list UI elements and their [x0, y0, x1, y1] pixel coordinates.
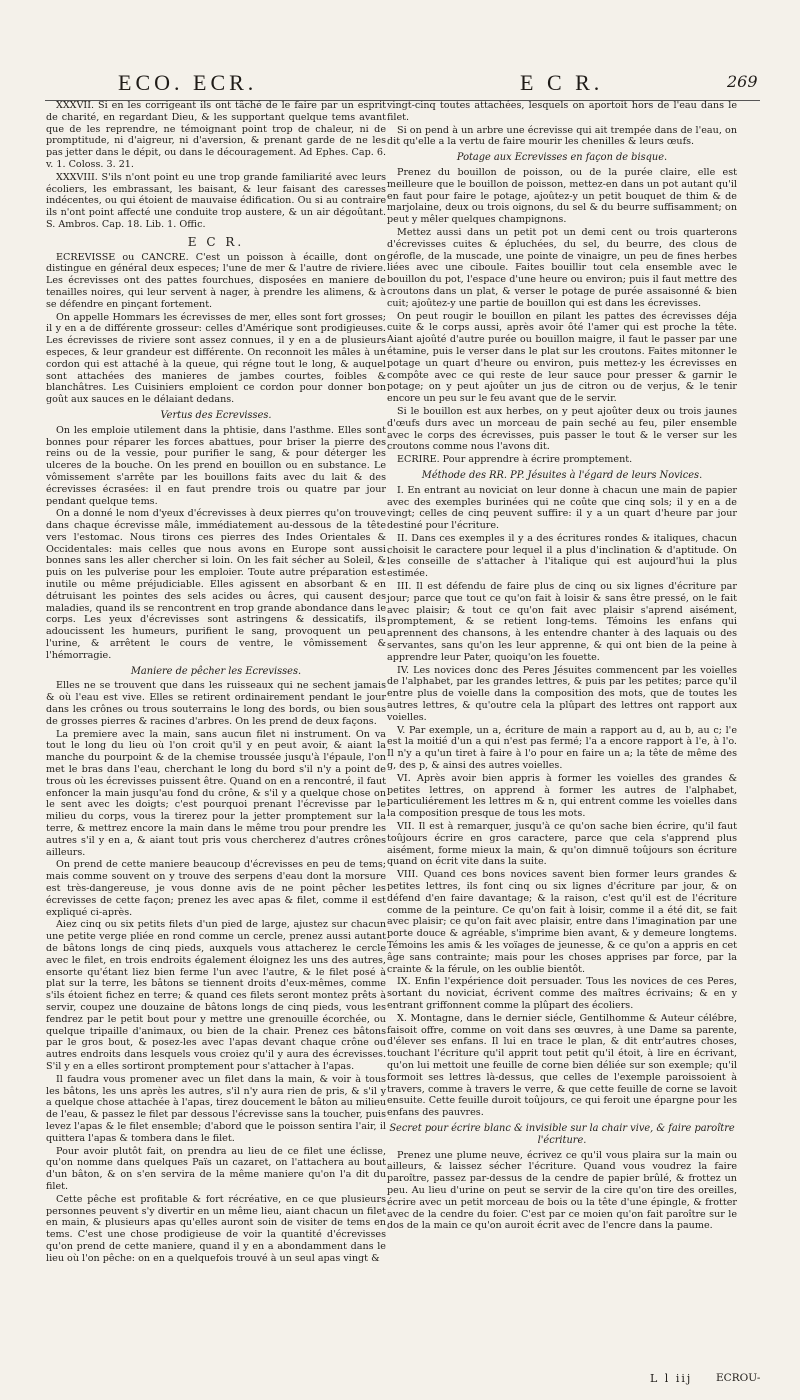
paragraph: Si le bouillon est aux herbes, on y peut ajoûter deux ou trois jaunes d'œufs durs avec un morceau de pain seché au feu, piler ensemble avec le corps des écrevisses, puis passer le tout & le verser sur les croutons comme nous l'avons dit. [387, 405, 737, 453]
paragraph: On peut rougir le bouillon en pilant les pattes des écrevisses déja cuite & le corps aussi, après avoir ôté l'amer qui est proche la tête. Aiant ajoûté d'autre purée ou bouillon maigre, il faut le passer par une étamine, puis le verser dans le plat sur les croutons. Faites mitonner le potage un quart d'heure ou environ, puis mettez-y les écrevisses en compôte avec ce qui reste de leur sauce pour presser & garnir le potage; on y peut ajoûter un jus de citron ou de verjus, & le tenir encore un peu sur le feu avant que de le servir. [387, 310, 737, 405]
page-number: 269 [727, 72, 758, 91]
right-column [387, 100, 737, 1233]
paragraph: Si on pend à un arbre une écrevisse qui ait trempée dans de l'eau, on dit qu'elle a la vertu de faire mourir les chenilles & leurs œufs. [387, 124, 737, 148]
signature-mark: L l iij [650, 1372, 693, 1385]
subheading: Vertus des Ecrevisses. [160, 409, 272, 421]
paragraph: Prenez une plume neuve, écrivez ce qu'il vous plaira sur la main ou ailleurs, & laissez sécher l'écriture. Quand vous voudrez la faire paroître, passez par-dessus de la cendre de papier brûlé, & frottez un peu. Au lieu d'urine on peut se servir de la cire qu'on tire des oreilles, écrire avec un petit morceau de bois ou la tête d'une épingle, & frotter avec de la cendre du foier. C'est par ce moien qu'on fait paroître sur le dos de la main ce qu'on auroit écrit avec de l'encre dans la paume. [387, 1149, 737, 1232]
paragraph: X. Montagne, dans le dernier siécle, Gentilhomme & Auteur célébre, faisoit offre, comme on voit dans ses œuvres, à une Dame sa parente, d'élever ses enfans. Il lui en trace le plan, & dit entr'autres choses, touchant l'écriture qu'il apprit tout petit qu'il étoit, à lire en écrivant, qu'on lui mettoit une feuille de corne bien déliée sur son exemple; qu'il formoit ses lettres là-dessus, que celles de l'exemple paroissoient à travers, comme à travers le verre, & que cette feuille de corne se lavoit ensuite. Cette feuille duroit toûjours, ce qui feroit une épargne pour les enfans des pauvres. [387, 1012, 737, 1119]
subheading: Potage aux Ecrevisses en façon de bisque. [456, 152, 668, 164]
paragraph: I. En entrant au noviciat on leur donne à chacun une main de papier avec des exemples burinées qui ne coûte que cinq sols; il y en a de vingt; celles de cinq peuvent suffire: il y a un quart d'heure par jour destiné pour l'écriture. [387, 484, 737, 532]
paragraph: On prend de cette maniere beaucoup d'écrevisses en peu de tems; mais comme souvent on y trouve des serpens d'eau dont la morsure est très-dangereuse, je vous donne avis de ne point pêcher les écrevisses de cette façon; prenez les avec apas & filet, comme il est expliqué ci-après. [46, 859, 386, 918]
paragraph: vingt-cinq toutes attachées, lesquels on aportoit hors de l'eau dans le filet. [387, 100, 737, 123]
paragraph: Prenez du bouillon de poisson, ou de la purée claire, elle est meilleure que le bouillon de poisson, mettez-en dans un pot autant qu'il en faut pour faire le potage, ajoûtez-y un petit bouquet de thim & de marjolaine, deux ou trois oignons, du sel & du beurre suffisamment; on peut y mêler quelques champignons. [387, 166, 737, 226]
paragraph: On a donné le nom d'yeux d'écrevisses à deux pierres qu'on trouve dans chaque écrevisse mâle, immédiatement au-dessous de la tête vers l'estomac. Nous tirons ces pierres des Indes Orientales & Occidentales: mais celles que nous avons en Europe sont aussi bonnes sans les aller chercher si loin. On les fait sécher au Soleil, & puis on les pulverise pour les emploier. Toute autre préparation est inutile ou même préjudiciable. Elles agissent en absorbant & en détruisant les pointes des sels acides ou âcres, qui causent des maladies, quand ils se rencontrent en trop grande abondance dans le corps. Les yeux d'écrevisses sont astringens & dessicatifs, ils adoucissent les humeurs, purifient le sang, provoquent un peu l'urine, & arrêtent le cours de ventre, le vômissement & l'hémorragie. [46, 508, 386, 661]
paragraph: On les emploie utilement dans la phtisie, dans l'asthme. Elles sont bonnes pour réparer les forces abattues, pour briser la pierre des reins ou de la vessie, pour purifier le sang, & pour déterger les ulceres de la bouche. On les prend en bouillon ou en substance. Le vômissement s'arrête par les bouillons faits avec du lait & des écrevisses écrasées: il en faut prendre trois ou quatre par jour pendant quelque tems. [46, 424, 386, 507]
left-column [46, 100, 386, 1266]
subheading: Méthode des RR. PP. Jésuites à l'égard de leurs Novices. [421, 469, 703, 481]
paragraph: ECREVISSE ou CANCRE. C'est un poisson à écaille, dont on distingue en général deux especes; l'une de mer & l'autre de riviere. Les écrevisses ont des pattes fourchues, disposées en maniere de tenailles noires, qui leur servent à nager, à prendre les alimens, & à se défendre en pinçant fortement. [46, 251, 386, 310]
paragraph: Mettez aussi dans un petit pot un demi cent ou trois quarterons d'écrevisses cuites & épluchées, du sel, du beurre, des clous de gérofle, de la muscade, une pointe de vinaigre, un peu de fines herbes liées avec une ciboule. Faites bouillir tout cela ensemble avec le bouillon du pot, l'espace d'une heure ou environ; puis il faut mettre des croutons dans un plat, & verser le potage de purée assaisonné & bien cuit; ajoûtez-y une partie de bouillon qui est dans les écrevisses. [387, 226, 737, 309]
paragraph: Cette pêche est profitable & fort récréative, en ce que plusieurs personnes peuvent s'y divertir en un même lieu, aiant chacun un filet en main, & plusieurs apas qu'elles auront soin de visiter de tems en tems. C'est une chose prodigieuse de voir la quantité d'écrevisses qu'on prend de cette maniere, quand il y en a abondamment dans le lieu où l'on pêche: on en a quelquefois trouvé à un seul apas vingt & [46, 1193, 386, 1264]
running-header [0, 70, 800, 100]
paragraph: VII. Il est à remarquer, jusqu'à ce qu'on sache bien écrire, qu'il faut toûjours écrire en gros caractere, parce que cela s'apprend plus aisément, forme mieux la main, & qu'on dimnuë toûjours son écriture quand on écrit vite dans la suite. [387, 821, 737, 868]
paragraph: VI. Après avoir bien appris à former les voielles des grandes & petites lettres, on apprend à former les autres de l'alphabet, particuliérement les lettres m & n, qui entrent comme les voielles dans la composition presque de tous les mots. [387, 772, 737, 820]
paragraph: III. Il est défendu de faire plus de cinq ou six lignes d'écriture par jour; parce que tout ce qu'on fait à loisir & sans être pressé, on le fait avec plaisir; & tout ce qu'on fait avec plaisir s'aprend aisément, promptement, & se retient long-tems. Témoins les enfans qui aprennent des chansons, à les entendre chanter à des laquais ou des servantes, sans qu'on les leur apprenne, & qui ont bien de la peine à apprendre leur Pater, quoiqu'on les fouette. [387, 581, 737, 663]
running-head-left: ECO. ECR. [118, 70, 258, 95]
paragraph: V. Par exemple, un a, écriture de main a rapport au d, au b, au c; l'e est la moitié d'un a qui n'est pas fermé; l'a a encore rapport à l'e, à l'o. Il n'y a qu'un tiret à faire à l'o pour en faire un a; la tête de même des g, des p, & ainsi des autres voielles. [387, 724, 737, 772]
paragraph: Elles ne se trouvent que dans les ruisseaux qui ne sechent jamais & où l'eau est vive. Elles se retirent ordinairement pendant le jour dans les crônes ou trous souterrains le long des bords, ou bien sous de grosses pierres & racines d'arbres. On les prend de deux façons. [46, 680, 386, 727]
paragraph: Il faudra vous promener avec un filet dans la main, & voir à tous les bâtons, les uns après les autres, s'il n'y aura rien de pris, & s'il y a quelque chose attachée à l'apas, tirez doucement le bâton au milieu de l'eau, & passez le filet par dessous l'écrevisse sans la toucher, puis levez l'apas & le filet ensemble; d'abord que le poisson sentira l'air, il quittera l'apas & tombera dans le filet. [46, 1073, 386, 1144]
paragraph: Pour avoir plutôt fait, on prendra au lieu de ce filet une éclisse, qu'on nomme dans quelques Païs un cazaret, on l'attachera au bout d'un bâton, & on s'en servira de la même maniere qu'on l'a dit du filet. [46, 1145, 386, 1192]
paragraph: ECRIRE. Pour apprendre à écrire promptement. [397, 454, 633, 466]
subheading: Secret pour écrire blanc & invisible sur la chair vive, & faire paroître l'écriture. [389, 1122, 735, 1146]
paragraph: XXXVII. Si en les corrigeant ils ont tâché de le faire par un esprit de charité, en regardant Dieu, & les supportant quelque tems avant que de les reprendre, ne témoignant point trop de chaleur, ni de promptitude, ni d'aigreur, ni d'aversion, & prenant garde de ne les pas jetter dans le dépit, ou dans le découragement. Ad Ephes. Cap. 6. v. 1. Coloss. 3. 21. [46, 100, 386, 170]
paragraph: VIII. Quand ces bons novices savent bien former leurs grandes & petites lettres, ils font cinq ou six lignes d'écriture par jour, & on défend d'en faire davantage; & la raison, c'est qu'il est de l'écriture comme de la peinture. Ce qu'on fait à loisir, comme il a été dit, se fait avec plaisir; ce qu'on fait avec plaisir, entre dans l'imagination par une porte douce & agréable, s'imprime bien avant, & y demeure longtems. Témoins les amis & les voïages de jeunesse, & ce qu'on a appris en cet âge sans contrainte; mais pour les choses apprises par force, par la crainte & la férule, on les oublie bientôt. [387, 869, 737, 975]
paragraph: XXXVIII. S'ils n'ont point eu une trop grande familiarité avec leurs écoliers, les embrassant, les baisant, & leur faisant des caresses indécentes, ou qui étoient de mauvaise édification. Ou si au contraire ils n'ont point affecté une conduite trop austere, & un air dégoûtant. S. Ambros. Cap. 18. Lib. 1. Offic. [46, 171, 386, 230]
paragraph: IV. Les novices donc des Peres Jésuites commencent par les voielles de l'alphabet, par les grandes lettres, & puis par les petites; parce qu'il entre plus de voielle dans la composition des mots, que de toutes les autres lettres, & qu'outre cela la plûpart des lettres ont rapport aux voielles. [387, 664, 737, 723]
paragraph: La premiere avec la main, sans aucun filet ni instrument. On va tout le long du lieu où l'on croit qu'il y en peut avoir, & aiant la manche du pourpoint & de la chemise troussée jusqu'à l'épaule, l'on met le bras dans l'eau, cherchant le long du bord s'il n'y a point de trous où les écrevisses puissent être. Quand on en a rencontré, il faut enfoncer la main jusqu'au fond du crône, & s'il y a quelque chose on le sent avec les doigts; c'est pourquoi prenant l'écrevisse par le milieu du corps, vous la tirerez pour la jetter promptement sur la terre, & mettrez encore la main dans le même trou pour prendre les autres s'il y en a, & aiant tout pris vous chercherez d'autres crônes ailleurs. [46, 728, 386, 858]
catchword: ECROU- [716, 1372, 761, 1384]
subheading: Maniere de pêcher les Ecrevisses. [130, 665, 302, 677]
paragraph: Aiez cinq ou six petits filets d'un pied de large, ajustez sur chacun une petite verge pliée en rond comme un cercle, prenez aussi autant de bâtons longs de cinq pieds, auxquels vous attacherez le cercle avec le filet, en trois endroits également éloignez les uns des autres, ensorte qu'étant liez bien ferme l'un avec l'autre, & le filet posé à plat sur la terre, les bâtons se tiennent droits d'eux-mêmes, comme s'ils étoient fichez en terre; & quand ces filets seront montez prêts à servir, coupez une douzaine de bâtons longs de cinq pieds, vous les fendrez par le petit bout pour y mettre une grenouille écorchée, ou quelque tripaille d'animaux, ou bien de la chair. Prenez ces bâtons par le gros bout, & posez-les avec l'apas devant chaque crône ou autres endroits dans lesquels vous croiez qu'il y aura des écrevisses. S'il y en a elles sortiront promptement pour s'attacher à l'apas. [46, 919, 386, 1072]
paragraph: II. Dans ces exemples il y a des écritures rondes & italiques, chacun choisit le caractere pour lequel il a plus d'inclination & d'aptitude. On les conseille de s'attacher à l'italique qui est aujourd'hui la plus estimée. [387, 532, 737, 580]
paragraph: On appelle Hommars les écrevisses de mer, elles sont fort grosses; il y en a de différente grosseur: celles d'Amérique sont prodigieuses. Les écrevisses de riviere sont assez connues, il y en a de plusieurs especes, & leur grandeur est différente. On reconnoit les mâles à un cordon qui est attaché à la queue, qui régne tout le long, & auquel sont attachées des manieres de jambes courtes, foibles & blanchâtres. Les Cuisiniers emploient ce cordon pour donner bon goût aux sauces en le délaiant dedans. [46, 311, 386, 406]
paragraph: IX. Enfin l'expérience doit persuader. Tous les novices de ces Peres, sortant du noviciat, écrivent comme des maîtres écrivains; & en y entrant griffonnent comme la plûpart des écoliers. [387, 976, 737, 1011]
section-heading: E C R. [187, 234, 245, 249]
running-head-right: E C R. [520, 70, 604, 95]
